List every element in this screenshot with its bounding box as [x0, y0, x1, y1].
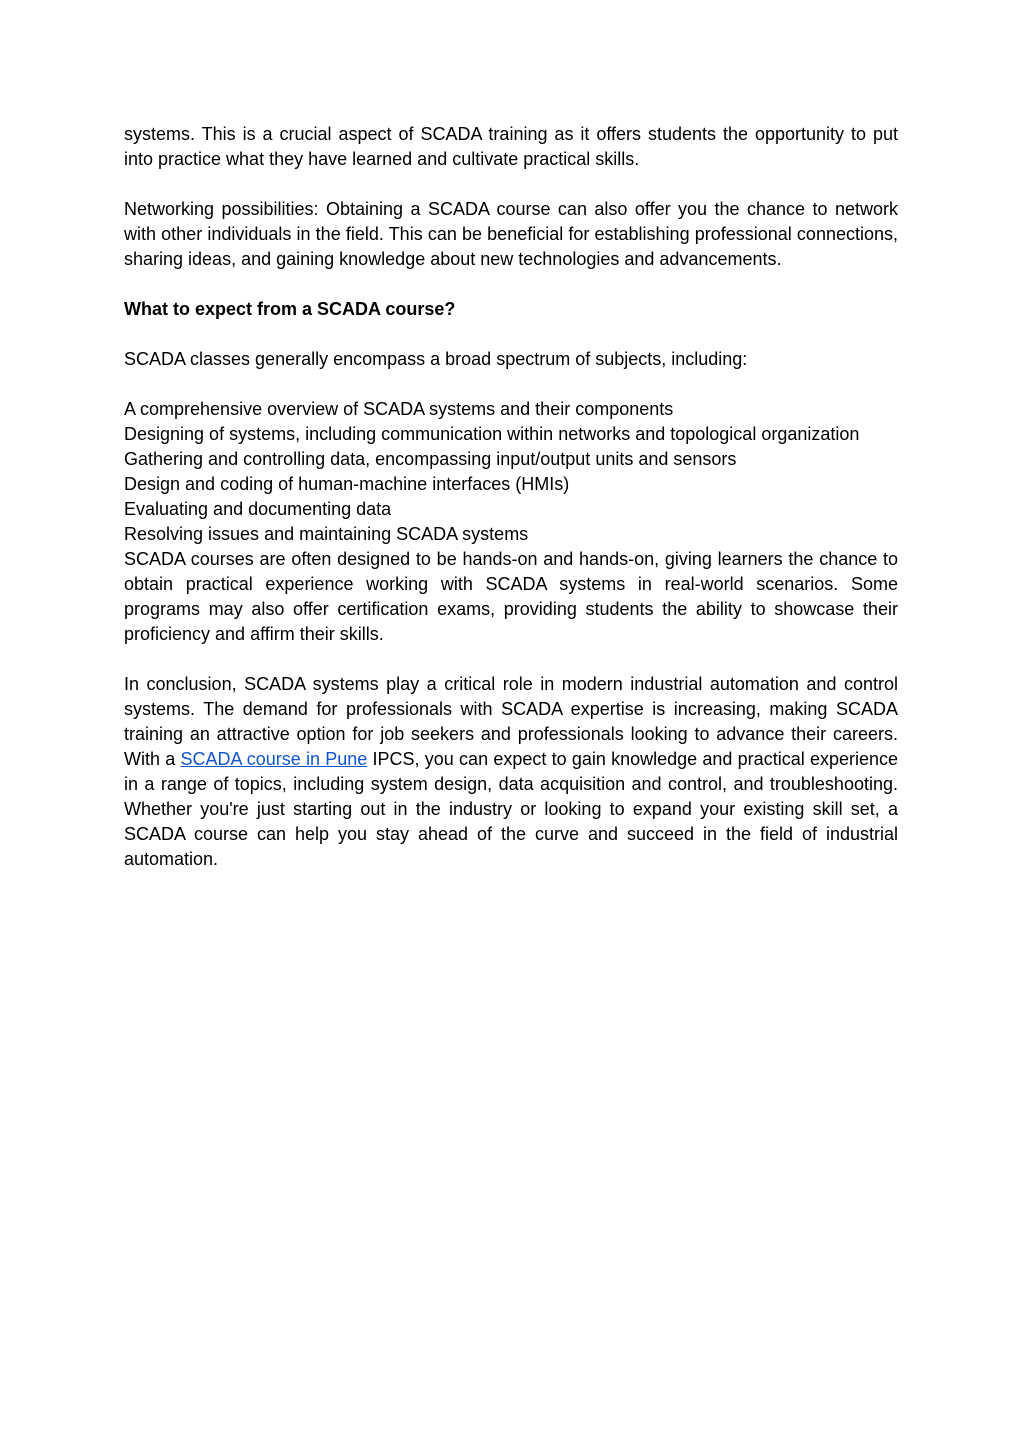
list-item: Evaluating and documenting data [124, 499, 392, 519]
list-item: Gathering and controlling data, encompassing input/output units and sensors [124, 449, 737, 469]
list-item: Resolving issues and maintaining SCADA systems [124, 524, 529, 544]
list-item: Design and coding of human-machine interfaces (HMIs) [124, 474, 570, 494]
conclusion-paragraph [124, 672, 898, 872]
section-heading: What to expect from a SCADA course? [124, 299, 456, 319]
document-page [124, 122, 898, 872]
subjects-intro: SCADA classes generally encompass a broad spectrum of subjects, including: [124, 349, 748, 369]
hands-on-paragraph: SCADA courses are often designed to be hands-on and hands-on, giving learners the chance to obtain practical experience working with SCADA systems in real-world scenarios. Some programs may also offer certification exams, providing students the ability to showcase their proficiency and affirm their skills. [124, 549, 898, 644]
scada-course-link[interactable]: SCADA course in Pune [180, 749, 368, 769]
conclusion-text-after-link: IPCS, you can expect to gain knowledge and practical experience in a range of topics, including system design, data acquisition and control, and troubleshooting. Whether you're just starting out in the industry or looking to expand your existing skill set, a SCADA course can help you stay ahead of the curve and succeed in the field of industrial automation. [124, 749, 898, 869]
conclusion-text-before-link: In conclusion, SCADA systems play a critical role in modern industrial automation and control systems. The demand for professionals with SCADA expertise is increasing, making SCADA training an attractive option for job seekers and professionals looking to advance their careers. With a [124, 674, 898, 769]
list-item: A comprehensive overview of SCADA systems and their components [124, 399, 674, 419]
list-item: Designing of systems, including communication within networks and topological organization [124, 424, 860, 444]
subjects-list [124, 397, 898, 547]
intro-continuation-paragraph: systems. This is a crucial aspect of SCADA training as it offers students the opportunity to put into practice what they have learned and cultivate practical skills. [124, 124, 898, 169]
networking-paragraph: Networking possibilities: Obtaining a SCADA course can also offer you the chance to network with other individuals in the field. This can be beneficial for establishing professional connections, sharing ideas, and gaining knowledge about new technologies and advancements. [124, 199, 898, 269]
